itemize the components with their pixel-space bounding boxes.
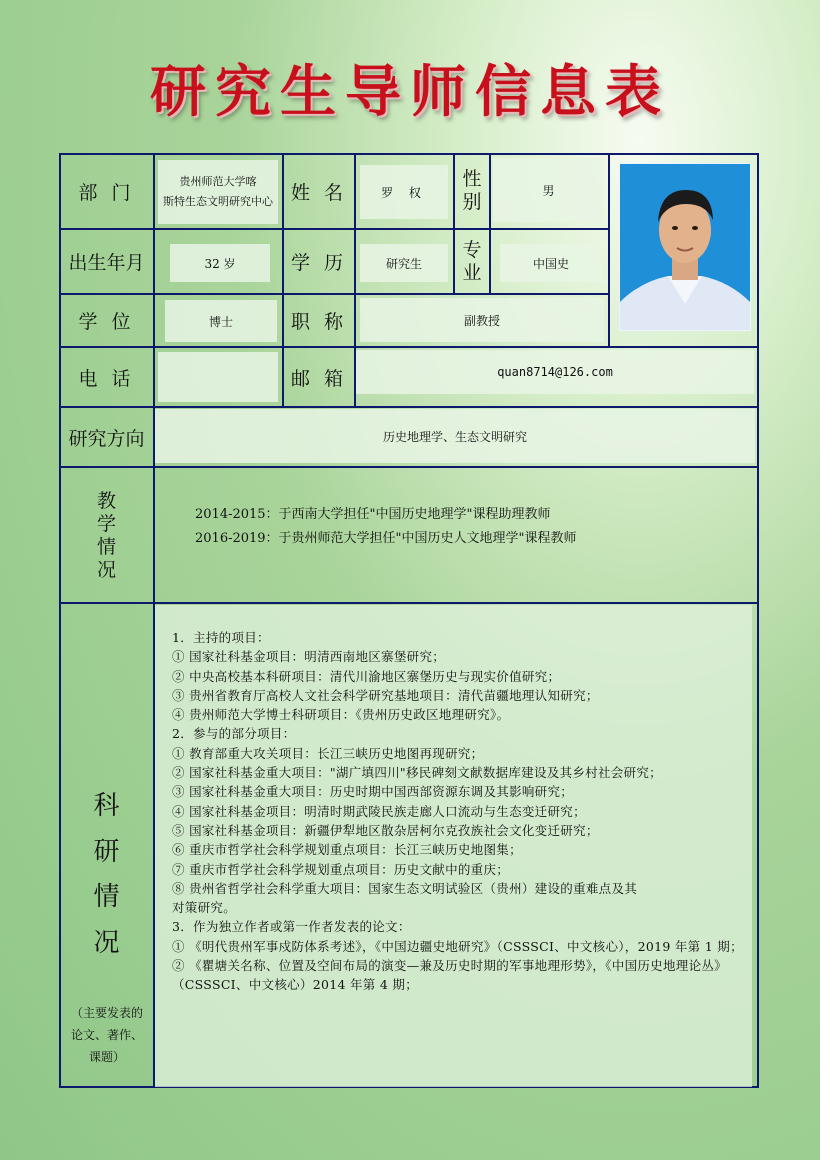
edu-label: 学 历: [290, 252, 348, 274]
gender-label: [455, 158, 489, 224]
gender-value: 男: [493, 158, 604, 222]
email-label: 邮 箱: [290, 367, 348, 390]
phone-value: [158, 352, 278, 402]
rank-label: 职 称: [290, 311, 348, 333]
teaching-content: [195, 503, 577, 551]
row-divider: [59, 406, 759, 408]
major-value: 中国史: [500, 244, 602, 282]
teaching-label-1: 教: [96, 490, 116, 513]
birth-label: 出生年月: [68, 252, 145, 274]
dept-line-1: 贵州师范大学喀: [179, 175, 257, 188]
degree-label: 学 位: [78, 311, 135, 333]
major-label-1: 专: [462, 239, 482, 262]
research-line: 2．参与的部分项目：: [172, 726, 296, 742]
research-line: ⑤ 国家社科基金项目：新疆伊犁地区散杂居柯尔克孜族社会文化变迁研究；: [172, 822, 599, 838]
research-line: ② 国家社科基金重大项目："湖广填四川"移民碑刻文献数据库建设及其乡村社会研究；: [172, 765, 662, 781]
page-title: 研究生导师信息表: [150, 60, 670, 125]
email-value: quan8714@126.com: [356, 350, 754, 394]
research-label-2: 研: [93, 836, 120, 867]
row-divider: [59, 466, 759, 468]
birth-value: 32 岁: [170, 244, 270, 282]
major-label-2: 业: [462, 262, 482, 284]
research-line: ① 国家社科基金项目：明清西南地区寨堡研究；: [172, 649, 446, 665]
major-label: [455, 232, 489, 292]
research-line: 对策研究。: [172, 900, 237, 916]
research-label-4: 况: [93, 927, 120, 958]
phone-label: 电 话: [78, 367, 135, 390]
portrait-photo: [619, 163, 751, 331]
research-line: ④ 国家社科基金项目：明清时期武陵民族走廊人口流动与生态变迁研究；: [172, 803, 586, 819]
research-line: ③ 国家社科基金重大项目：历史时期中国西部资源东调及其影响研究；: [172, 784, 574, 800]
research-label-1: 科: [93, 791, 120, 821]
col-divider: [608, 153, 610, 346]
teaching-line: 2016-2019：于贵州师范大学担任"中国历史人文地理学"课程教师: [195, 531, 577, 546]
gender-label-2: 别: [462, 191, 482, 213]
dept-label: 部 门: [78, 182, 135, 204]
teaching-label-2: 学: [96, 513, 116, 536]
name-label: 姓 名: [290, 182, 348, 204]
row-divider: [59, 602, 759, 604]
teaching-label: [60, 484, 153, 588]
research-line: ④ 贵州师范大学博士科研项目：《贵州历史政区地理研究》。: [172, 707, 510, 723]
name-value: 罗 权: [360, 165, 448, 219]
research-label-3: 情: [93, 882, 120, 912]
research-line: ① 教育部重大攻关项目：长江三峡历史地图再现研究；: [172, 745, 484, 761]
research-line: ⑦ 重庆市哲学社会科学规划重点项目：历史文献中的重庆；: [172, 861, 510, 877]
research-line: ② 《瞿塘关名称、位置及空间布局的演变—兼及历史时期的军事地理形势》，《中国历史地理论丛》（CSSSCI、中文核心）2014 年第 4 期；: [172, 958, 727, 993]
degree-value: 博士: [165, 300, 277, 342]
rank-value: 副教授: [360, 298, 604, 342]
dept-value: [158, 160, 278, 224]
research-line: ③ 贵州省教育厅高校人文社会科学研究基地项目：清代苗疆地理认知研究；: [172, 687, 599, 703]
research-note: （主要发表的论文、著作、课题）: [70, 1006, 143, 1064]
research-line: ② 中央高校基本科研项目：清代川渝地区寨堡历史与现实价值研究；: [172, 668, 561, 684]
edu-value: 研究生: [360, 244, 448, 282]
teaching-label-3: 情: [96, 536, 116, 558]
research-line: 1．主持的项目：: [172, 630, 270, 645]
research-line: ⑥ 重庆市哲学社会科学规划重点项目：长江三峡历史地图集；: [172, 842, 522, 858]
gender-label-1: 性: [462, 168, 482, 191]
col-divider: [489, 153, 491, 293]
research-line: ⑧ 贵州省哲学社会科学重大项目：国家生态文明试验区（贵州）建设的重难点及其: [172, 880, 638, 896]
direction-value: 历史地理学、生态文明研究: [155, 409, 755, 463]
direction-label: 研究方向: [68, 427, 145, 450]
dept-line-2: 斯特生态文明研究中心: [163, 195, 273, 208]
research-line: ① 《明代贵州军事戍防体系考述》，《中国边疆史地研究》（CSSSCI、中文核心），2019 年第 1 期；: [172, 938, 743, 954]
teaching-label-4: 况: [96, 558, 116, 581]
row-divider: [59, 346, 759, 348]
research-line: 3．作为独立作者或第一作者发表的论文：: [172, 919, 411, 935]
research-label: [60, 780, 153, 970]
teaching-line: 2014-2015：于西南大学担任"中国历史地理学"课程助理教师: [195, 507, 551, 522]
research-content: [172, 628, 747, 995]
